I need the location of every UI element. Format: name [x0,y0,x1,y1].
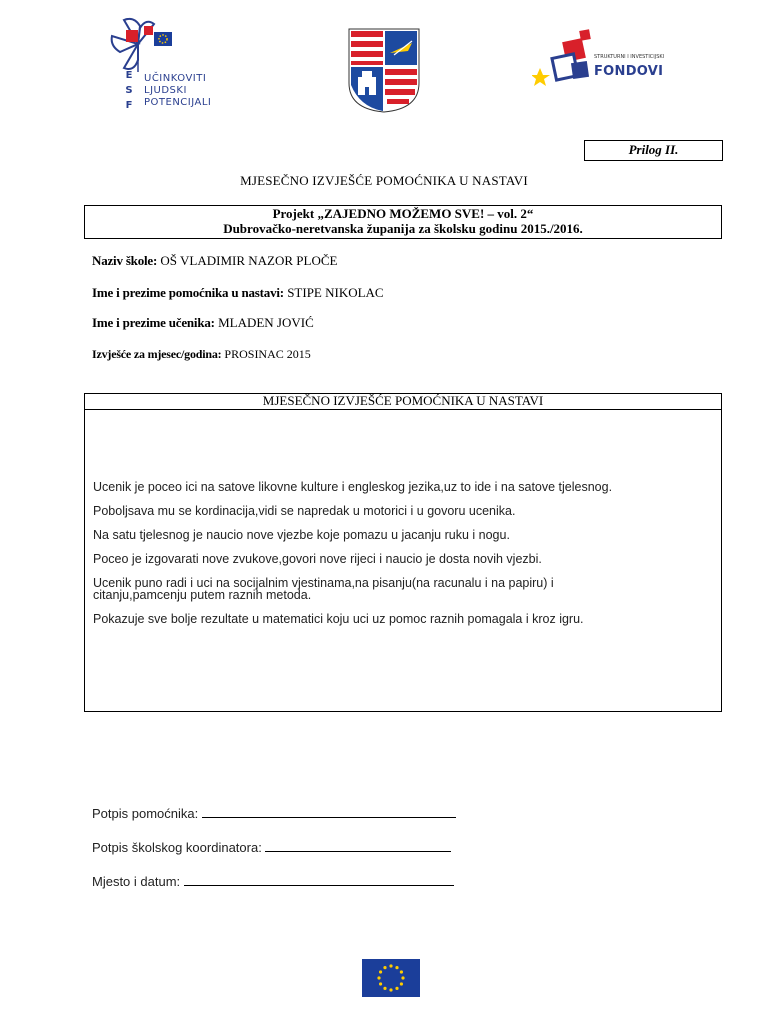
field-assistant-label: Ime i prezime pomoćnika u nastavi: [92,285,284,300]
place-date-line[interactable] [184,885,454,886]
eu-flag-icon [362,959,420,997]
esf-letter-s: S [125,85,133,96]
place-date-label: Mjesto i datum: [92,874,181,889]
field-school-value: OŠ VLADIMIR NAZOR PLOČE [160,253,338,268]
esf-text-line-2: LJUDSKI [144,85,187,96]
signature-assistant [92,806,456,821]
report-line-6: citanju,pamcenju putem raznih metoda. [93,588,312,602]
coat-of-arms-icon [346,27,422,113]
fondovi-squares-icon [532,28,602,96]
esf-text-line-3: POTENCIJALI [144,97,212,108]
project-box [84,205,722,239]
report-line-2: Poboljsava mu se kordinacija,vidi se napredak u motorici i u govoru ucenika. [93,504,516,518]
fondovi-title: FONDOVI [594,64,664,79]
field-period-label: Izvješće za mjesec/godina: [92,347,222,361]
field-assistant [92,285,384,301]
project-line-2: Dubrovačko-neretvanska županija za školsku godinu 2015./2016. [223,221,583,236]
eu-flag [362,959,420,997]
field-student [92,315,314,331]
field-student-label: Ime i prezime učenika: [92,315,215,330]
document-title: MJESEČNO IZVJEŠĆE POMOĆNIKA U NASTAVI [240,173,528,188]
field-school-label: Naziv škole: [92,253,158,268]
signature-coordinator [92,840,451,855]
field-school [92,253,337,269]
fondovi-subtitle: STRUKTURNI I INVESTICIJSKI [594,54,665,60]
signature-assistant-label: Potpis pomoćnika: [92,806,199,821]
report-line-5: Ucenik puno radi i uci na socijalnim vjestinama,na pisanju(na racunalu i na papiru) i [93,576,554,590]
esf-logo [104,14,214,114]
report-line-1: Ucenik je poceo ici na satove likovne kulture i engleskog jezika,uz to ide i na satove tjelesnog. [93,480,613,494]
field-period-value: PROSINAC 2015 [224,347,311,361]
field-student-value: MLADEN JOVIĆ [218,315,314,330]
esf-pinwheel-icon [104,14,176,74]
county-coat-of-arms [346,27,422,113]
project-line-1: Projekt „ZAJEDNO MOŽEMO SVE! – vol. 2“ [272,206,534,221]
esf-letter-f: F [125,100,133,111]
esf-text-line-1: UČINKOVITI [144,73,207,84]
signature-coordinator-line[interactable] [265,851,451,852]
report-line-4: Poceo je izgovarati nove zvukove,govori nove rijeci i naucio je dosta novih vjezbi. [93,552,542,566]
esf-letter-e: E [125,70,133,81]
fondovi-logo [532,28,672,98]
report-box [84,393,722,712]
signature-assistant-line[interactable] [202,817,456,818]
report-line-7: Pokazuje sve bolje rezultate u matematici koju uci uz pomoc raznih pomagala i kroz igru. [93,612,584,626]
report-line-3: Na satu tjelesnog je naucio nove vjezbe koje pomazu u jacanju ruku i nogu. [93,528,510,542]
field-period [92,347,311,362]
report-header: MJESEČNO IZVJEŠĆE POMOĆNIKA U NASTAVI [85,394,721,410]
signature-coordinator-label: Potpis školskog koordinatora: [92,840,262,855]
field-assistant-value: STIPE NIKOLAC [287,285,384,300]
attachment-label: Prilog II. [584,140,723,161]
signature-place-date [92,874,454,889]
